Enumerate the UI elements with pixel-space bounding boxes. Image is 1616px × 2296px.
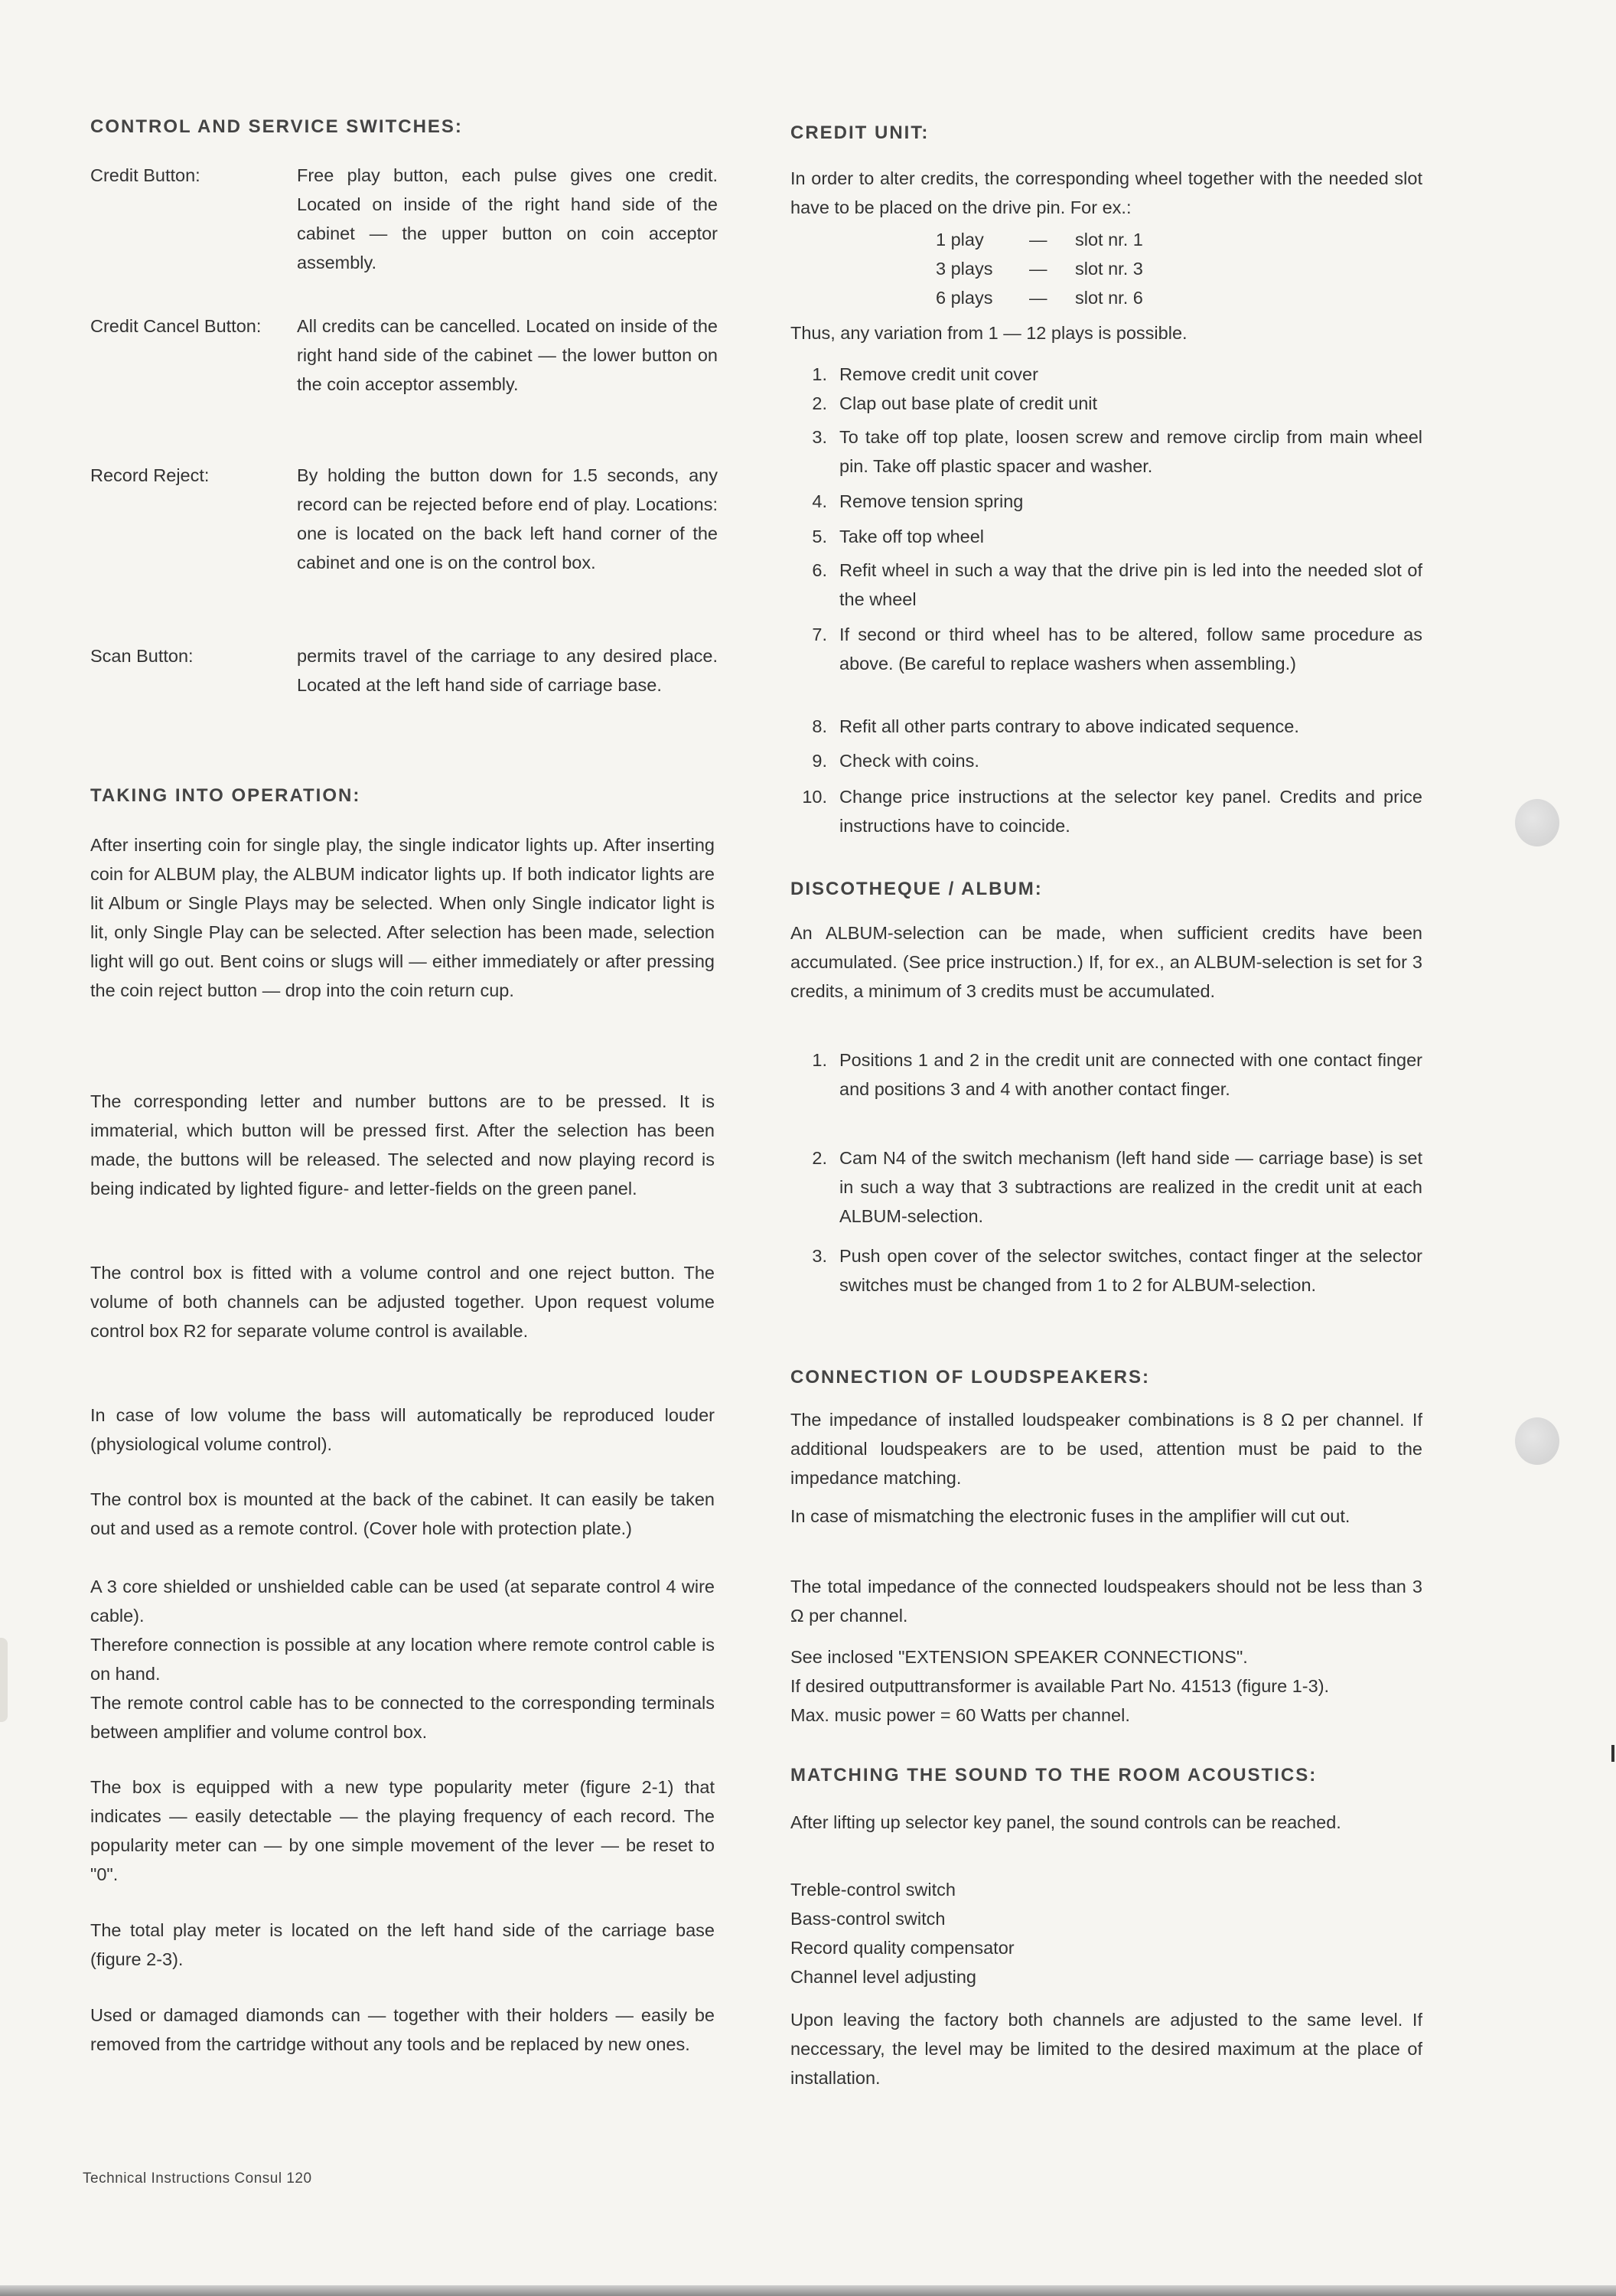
paragraph: In case of mismatching the electronic fuses in the amplifier will cut out. xyxy=(790,1506,1350,1526)
paragraph: The total impedance of the connected loudspeakers should not be less than 3 Ω per channel. xyxy=(790,1577,1422,1626)
switch-description: All credits can be cancelled. Located on inside of the right hand side of the cabinet — the lower button on the coin acceptor assembly. xyxy=(297,316,718,394)
paragraph: The corresponding letter and number buttons are to be pressed. It is immaterial, which button will be pressed first. After the selection has been made, the buttons will be released. The selected and now playing record is being indicated by lighted figure- and letter-fields on the green panel. xyxy=(90,1091,715,1199)
list-number: 6. xyxy=(812,560,827,580)
acoustics-closing: Upon leaving the factory both channels are adjusted to the same level. If neccessary, the level may be limited to the desired maximum at the place of installation. xyxy=(790,2010,1422,2088)
page-edge-mark xyxy=(0,1638,8,1722)
credit-dash: — xyxy=(1029,288,1047,308)
list-text: Refit all other parts contrary to above indicated sequence. xyxy=(839,716,1299,736)
speakers-line: If desired outputtransformer is available Part No. 41513 (figure 1-3). xyxy=(790,1676,1330,1696)
discotheque-heading: DISCOTHEQUE / ALBUM: xyxy=(790,879,1043,899)
list-number: 3. xyxy=(812,427,827,447)
paragraph: A 3 core shielded or unshielded cable can be used (at separate control 4 wire cable). xyxy=(90,1577,715,1626)
switches-heading: CONTROL AND SERVICE SWITCHES: xyxy=(90,116,463,137)
acoustics-heading: MATCHING THE SOUND TO THE ROOM ACOUSTICS: xyxy=(790,1765,1318,1786)
page-bottom-edge xyxy=(0,2285,1616,2296)
switch-description: By holding the button down for 1.5 seconds, any record can be rejected before end of play. Locations: one is located on the back left hand corner of the cabinet and one is on the control box. xyxy=(297,465,718,572)
acoustics-control: Channel level adjusting xyxy=(790,1967,976,1987)
list-number: 2. xyxy=(812,393,827,413)
paragraph: The control box is fitted with a volume control and one reject button. The volume of both channels can be adjusted together. Upon request volume control box R2 for separate volume control is available. xyxy=(90,1263,715,1341)
credit-dash: — xyxy=(1029,230,1047,249)
list-number: 9. xyxy=(812,751,827,771)
credit-plays: 3 plays xyxy=(936,259,993,279)
paragraph: The impedance of installed loudspeaker combinations is 8 Ω per channel. If additional loudspeakers are to be used, attention must be paid to the impedance matching. xyxy=(790,1410,1422,1488)
switch-label: Scan Button: xyxy=(90,646,194,666)
acoustics-control: Bass-control switch xyxy=(790,1909,946,1929)
list-number: 5. xyxy=(812,527,827,546)
acoustics-control: Treble-control switch xyxy=(790,1880,956,1900)
credit-slot: slot nr. 1 xyxy=(1075,230,1143,249)
switch-label: Record Reject: xyxy=(90,465,210,485)
credit-dash: — xyxy=(1029,259,1047,279)
acoustics-control: Record quality compensator xyxy=(790,1938,1015,1958)
speakers-line: Max. music power = 60 Watts per channel. xyxy=(790,1705,1130,1725)
list-text: Cam N4 of the switch mechanism (left hand side — carriage base) is set in such a way that 3 subtractions are realized in the credit unit at each ALBUM-selection. xyxy=(839,1148,1422,1226)
list-number: 1. xyxy=(812,364,827,384)
list-text: To take off top plate, loosen screw and remove circlip from main wheel pin. Take off plastic spacer and washer. xyxy=(839,427,1422,476)
paragraph: The box is equipped with a new type popularity meter (figure 2-1) that indicates — easily detectable — the playing frequency of each record. The popularity meter can — by one simple movement of the lever — be reset to "0". xyxy=(90,1777,715,1884)
paragraph: Therefore connection is possible at any location where remote control cable is on hand. xyxy=(90,1635,715,1684)
paragraph: The remote control cable has to be connected to the corresponding terminals between amplifier and volume control box. xyxy=(90,1693,715,1742)
list-number: 2. xyxy=(812,1148,827,1168)
paragraph: After inserting coin for single play, the single indicator lights up. After inserting coin for ALBUM play, the ALBUM indicator lights up. If both indicator lights are lit Album or Single Plays may be selected. When only Single indicator light is lit, only Single Play can be selected. After selection has been made, selection light will go out. Bent coins or slugs will — either immediately or after pressing the coin reject button — drop into the coin return cup. xyxy=(90,835,715,1000)
credit-slot: slot nr. 3 xyxy=(1075,259,1143,279)
list-text: Push open cover of the selector switches, contact finger at the selector switches must be changed from 1 to 2 for ALBUM-selection. xyxy=(839,1246,1422,1295)
credit-note: Thus, any variation from 1 — 12 plays is possible. xyxy=(790,323,1188,343)
discotheque-intro: An ALBUM-selection can be made, when sufficient credits have been accumulated. (See price instruction.) If, for ex., an ALBUM-selection is set for 3 credits, a minimum of 3 credits must be accumulated. xyxy=(790,923,1422,1001)
list-text: Change price instructions at the selector key panel. Credits and price instructions have to coincide. xyxy=(839,787,1422,836)
list-text: Take off top wheel xyxy=(839,527,984,546)
list-text: Clap out base plate of credit unit xyxy=(839,393,1098,413)
list-number: 4. xyxy=(812,491,827,511)
paragraph: In case of low volume the bass will automatically be reproduced louder (physiological volume control). xyxy=(90,1405,715,1454)
list-text: Check with coins. xyxy=(839,751,979,771)
list-text: Remove tension spring xyxy=(839,491,1024,511)
list-text: Remove credit unit cover xyxy=(839,364,1038,384)
page-footer: Technical Instructions Consul 120 xyxy=(83,2170,312,2187)
speakers-line: See inclosed "EXTENSION SPEAKER CONNECTIONS". xyxy=(790,1647,1248,1667)
list-text: If second or third wheel has to be altered, follow same procedure as above. (Be careful to replace washers when assembling.) xyxy=(839,625,1422,673)
list-text: Refit wheel in such a way that the drive pin is led into the needed slot of the wheel xyxy=(839,560,1422,609)
list-text: Positions 1 and 2 in the credit unit are connected with one contact finger and positions 3 and 4 with another contact finger. xyxy=(839,1050,1422,1099)
acoustics-intro: After lifting up selector key panel, the sound controls can be reached. xyxy=(790,1812,1341,1832)
list-number: 10. xyxy=(802,787,827,807)
credit-slot: slot nr. 6 xyxy=(1075,288,1143,308)
credit-plays: 1 play xyxy=(936,230,984,249)
paragraph: Used or damaged diamonds can — together with their holders — easily be removed from the cartridge without any tools and be replaced by new ones. xyxy=(90,2005,715,2054)
list-number: 1. xyxy=(812,1050,827,1070)
credit-intro: In order to alter credits, the corresponding wheel together with the needed slot have to be placed on the drive pin. For ex.: xyxy=(790,168,1422,217)
loudspeakers-heading: CONNECTION OF LOUDSPEAKERS: xyxy=(790,1367,1151,1388)
paragraph: The control box is mounted at the back of the cabinet. It can easily be taken out and used as a remote control. (Cover hole with protection plate.) xyxy=(90,1489,715,1538)
list-number: 3. xyxy=(812,1246,827,1266)
list-number: 7. xyxy=(812,625,827,644)
page-edge-mark xyxy=(1611,1745,1614,1762)
switch-description: Free play button, each pulse gives one credit. Located on inside of the right hand side of the cabinet — the upper button on coin acceptor assembly. xyxy=(297,165,718,272)
switch-description: permits travel of the carriage to any desired place. Located at the left hand side of carriage base. xyxy=(297,646,718,695)
punch-hole xyxy=(1515,1417,1559,1465)
credit-unit-heading: CREDIT UNIT: xyxy=(790,122,930,143)
paragraph: The total play meter is located on the left hand side of the carriage base (figure 2-3). xyxy=(90,1920,715,1969)
credit-plays: 6 plays xyxy=(936,288,993,308)
switch-label: Credit Button: xyxy=(90,165,200,185)
punch-hole xyxy=(1515,799,1559,846)
operation-heading: TAKING INTO OPERATION: xyxy=(90,785,361,806)
switch-label: Credit Cancel Button: xyxy=(90,316,262,336)
list-number: 8. xyxy=(812,716,827,736)
